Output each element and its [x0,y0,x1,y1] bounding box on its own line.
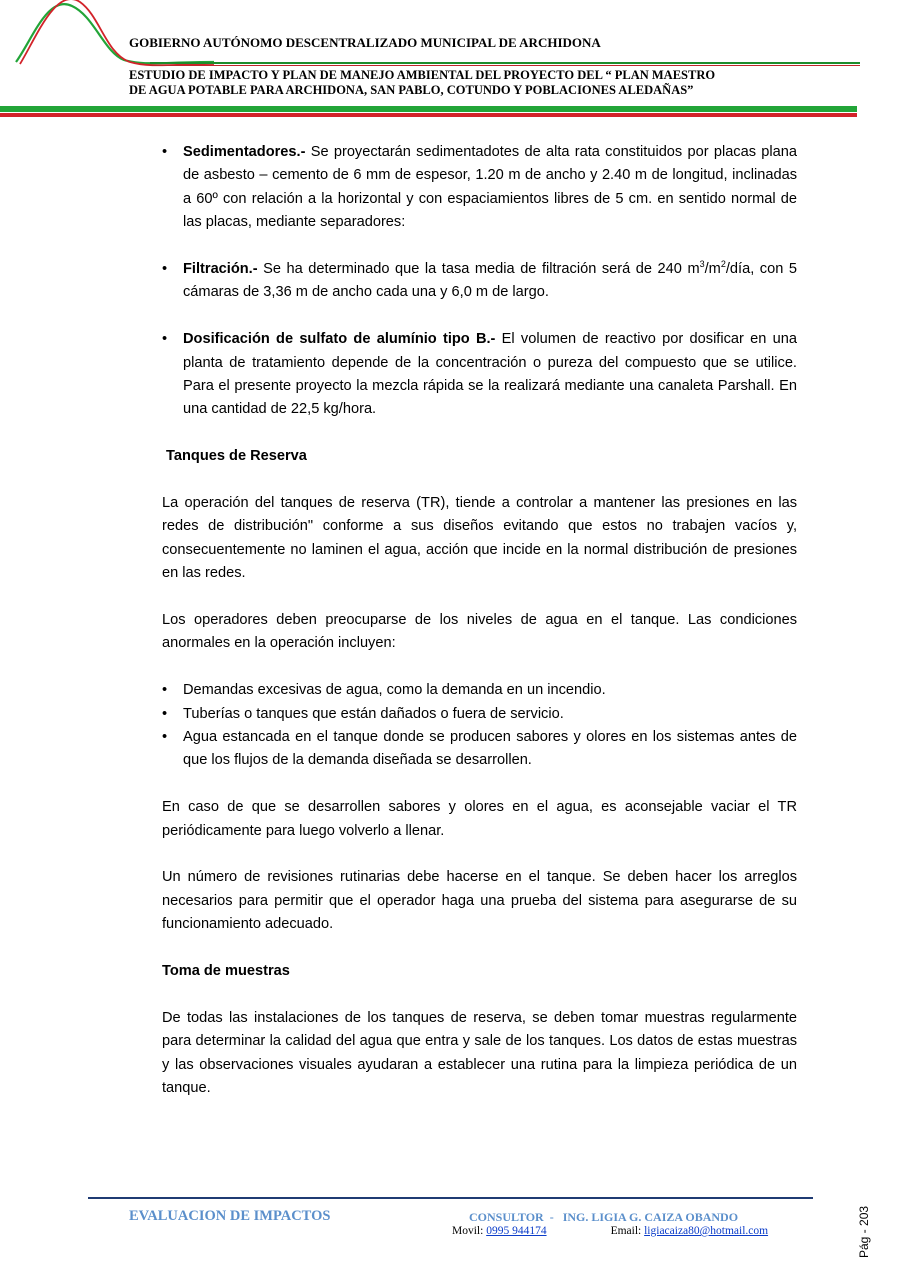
list-item-text: Demandas excesivas de agua, como la demanda en un incendio. [183,682,606,699]
paragraph-muestras: De todas las instalaciones de los tanques de reserva, se deben tomar muestras regularmente para determinar la calidad del agua que entra y sale de los tanques. Los datos de estas muestras y las observaciones visuales ayudaran a establecer una rutina para la limpieza periódica de un tanque. [162,1009,797,1097]
header-institution: GOBIERNO AUTÓNOMO DESCENTRALIZADO MUNICIPAL DE ARCHIDONA [129,35,601,50]
bullet-dot: • [162,682,168,699]
footer-section-title: EVALUACION DE IMPACTOS [129,1208,331,1224]
list-item [162,726,797,773]
header-study-line-1: ESTUDIO DE IMPACTO Y PLAN DE MANEJO AMBIENTAL DEL PROYECTO DEL “ PLAN MAESTRO [129,68,716,82]
bullet-text: Se ha determinado que la tasa media de filtración será de 240 m [257,261,700,278]
footer-movil-label: Movil: [452,1225,487,1237]
footer-rule [88,1197,813,1199]
paragraph-tanques-3: En caso de que se desarrollen sabores y olores en el agua, es aconsejable vaciar el TR periódicamente para luego volverlo a llenar. [162,799,797,839]
bullet-dot: • [162,144,168,160]
list-item-text: Agua estancada en el tanque donde se producen sabores y olores en los sistemas antes de que los flujos de la demanda diseñada se desarrollen. [183,729,797,769]
page-content [162,141,797,1101]
heading-tanques-de-reserva: Tanques de Reserva [162,448,307,465]
paragraph-tanques-2: Los operadores deben preocuparse de los niveles de agua en el tanque. Las condiciones anormales en la operación incluyen: [162,612,797,652]
bullet-sedimentadores [162,141,797,235]
list-item [162,679,797,702]
bullet-text-end: /día, con 5 cámaras de 3,36 m de ancho cada una y 6,0 m de largo. [183,261,797,301]
page-number: Pág - 203 [857,1205,871,1258]
header-rule-green [150,62,860,64]
footer-email-label: Email: [610,1225,645,1237]
footer-consultant: CONSULTOR - ING. LIGIA G. CAIZA OBANDO [469,1210,739,1224]
header-band-red [0,113,857,117]
header-study-line-2: DE AGUA POTABLE PARA ARCHIDONA, SAN PABLO, COTUNDO Y POBLACIONES ALEDAÑAS” [129,82,694,97]
list-item-text: Tuberías o tanques que están dañados o fuera de servicio. [183,705,564,722]
paragraph-tanques-4: Un número de revisiones rutinarias debe hacerse en el tanque. Se deben hacer los arreglos necesarios para permitir que el operador haga una prueba del sistema para asegurarse de su funcionamiento adecuado. [162,869,797,933]
bullet-text: Se proyectarán sedimentadotes de alta rata constituidos por placas plana de asbesto – cemento de 6 mm de espesor, 1.20 m de ancho y 2.40 m de longitud, inclinadas a 60º con relación a la horizontal y con espaciamientos libres de 5 cm. en sentido normal de las placas, mediante separadores: [183,144,797,231]
bullet-dot: • [162,705,168,722]
header-rule-red [150,65,860,66]
bullet-dot: • [162,261,168,278]
superscript-2: 2 [720,259,726,270]
header-study-title [129,68,829,97]
bullet-term: Sedimentadores.- [183,144,306,160]
bullet-text: El volumen de reactivo por dosificar en una planta de tratamiento depende de la concentración o pureza del compuesto que se utilice. Para el presente proyecto la mezcla rápida se la realizará mediante una canaleta Parshall. En una cantidad de 22,5 kg/hora. [183,331,797,418]
footer-phone-link[interactable]: 0995 944174 [486,1225,547,1237]
heading-toma-de-muestras: Toma de muestras [162,963,290,980]
bullet-dot: • [162,331,168,348]
header-band-green [0,106,857,112]
bullet-term: Dosificación de sulfato de alumínio tipo B.- [183,331,496,348]
bullet-filtracion [162,258,797,305]
footer-contact [452,1225,768,1237]
footer-email-link[interactable]: ligiacaiza80@hotmail.com [644,1225,769,1237]
bullet-dot: • [162,729,168,746]
bullet-dosificacion [162,328,797,422]
paragraph-tanques-1: La operación del tanques de reserva (TR), tiende a controlar a mantener las presiones en las redes de distribución" conforme a sus diseños evitando que estos no trabajen vacíos y, consecuentemente no laminen el agua, acción que incide en la normal distribución de presiones en las redes. [162,495,797,582]
list-item [162,703,797,726]
bullet-text-mid: /m [704,261,721,278]
superscript-3: 3 [699,259,705,270]
bullet-term: Filtración.- [183,261,258,278]
